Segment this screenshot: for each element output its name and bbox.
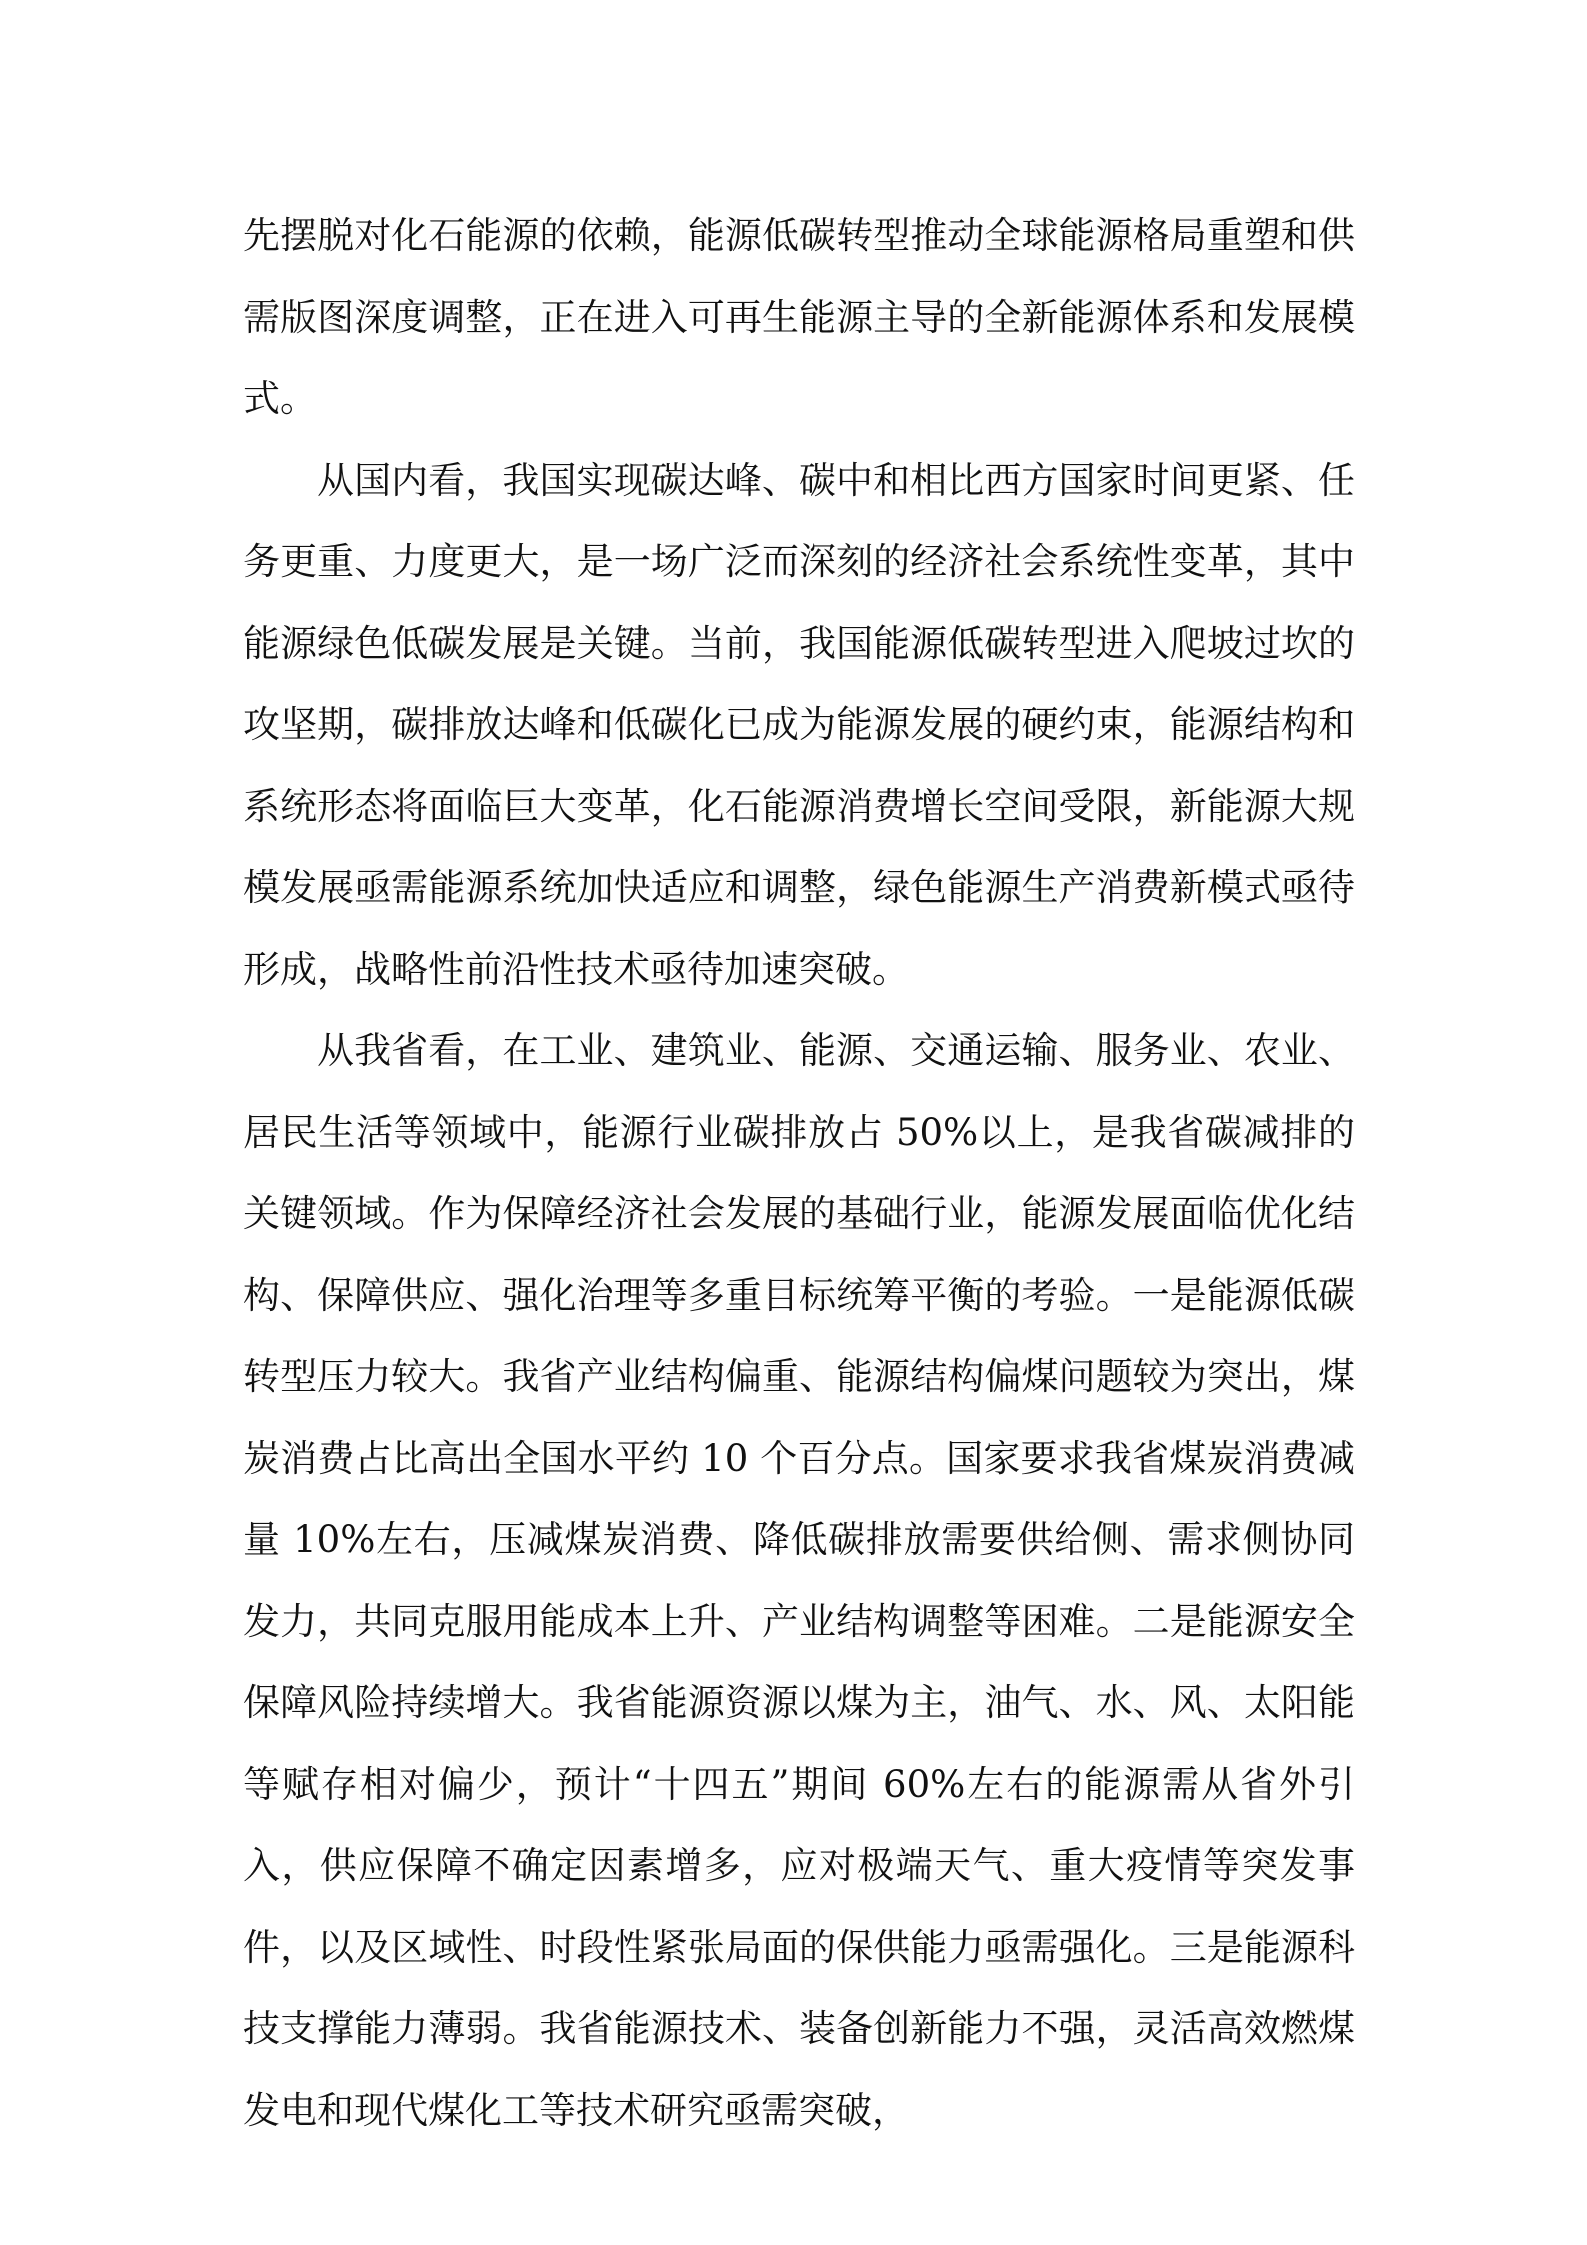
paragraph-province: 从我省看，在工业、建筑业、能源、交通运输、服务业、农业、居民生活等领域中，能源行业碳排放占 50%以上，是我省碳减排的关键领域。作为保障经济社会发展的基础行业，能源发展面临优化结构、保障供应、强化治理等多重目标统筹平衡的考验。一是能源低碳转型压力较大。我省产业结构偏重、能源结构偏煤问题较为突出，煤炭消费占比高出全国水平约 10 个百分点。国家要求我省煤炭消费减量 10%左右，压减煤炭消费、降低碳排放需要供给侧、需求侧协同发力，共同克服用能成本上升、产业结构调整等困难。二是能源安全保障风险持续增大。我省能源资源以煤为主，油气、水、风、太阳能等赋存相对偏少，预计“十四五”期间 60%左右的能源需从省外引入，供应保障不确定因素增多，应对极端天气、重大疫情等突发事件，以及区域性、时段性紧张局面的保供能力亟需强化。三是能源科技支撑能力薄弱。我省能源技术、装备创新能力不强，灵活高效燃煤发电和现代煤化工等技术研究亟需突破， [243, 1029, 1355, 2132]
paragraph-domestic: 从国内看，我国实现碳达峰、碳中和相比西方国家时间更紧、任务更重、力度更大，是一场广泛而深刻的经济社会系统性变革，其中能源绿色低碳发展是关键。当前，我国能源低碳转型进入爬坡过坎的攻坚期，碳排放达峰和低碳化已成为能源发展的硬约束，能源结构和系统形态将面临巨大变革，化石能源消费增长空间受限，新能源大规模发展亟需能源系统加快适应和调整，绿色能源生产消费新模式亟待形成，战略性前沿性技术亟待加速突破。 [243, 458, 1355, 991]
paragraph-continuation: 先摆脱对化石能源的依赖，能源低碳转型推动全球能源格局重塑和供需版图深度调整，正在进入可再生能源主导的全新能源体系和发展模式。 [243, 214, 1355, 420]
document-body [243, 195, 1355, 2151]
